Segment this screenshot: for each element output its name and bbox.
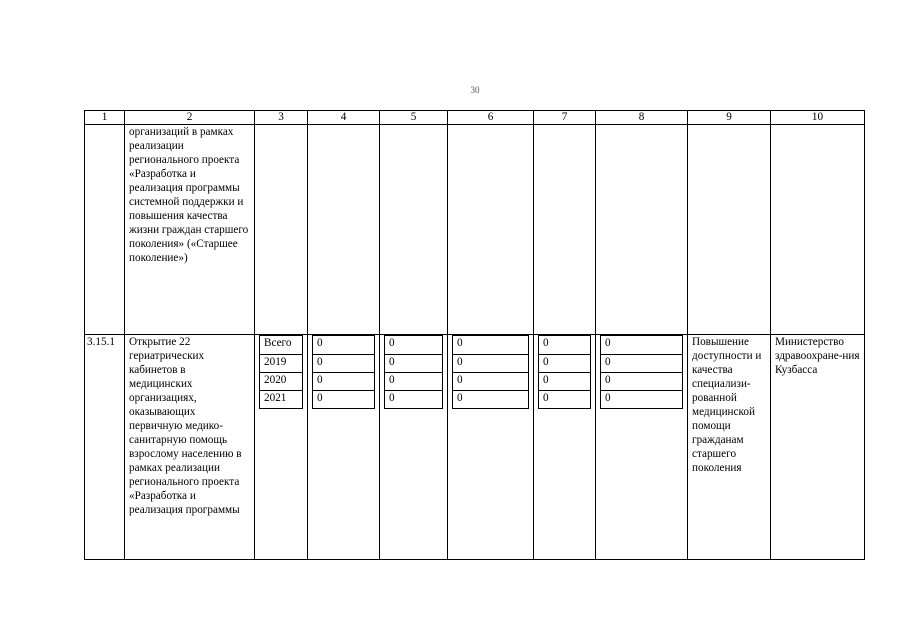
col7-values xyxy=(534,335,596,560)
value-cell: 0 xyxy=(453,336,529,355)
header-cell-7: 7 xyxy=(534,111,596,125)
page-number: 30 xyxy=(470,85,480,95)
continued-description: организаций в рамках реализации регионального проекта «Разработка и реализация программы системной поддержки и повышения качества жизни граждан старшего поколения» («Старшее поколение») xyxy=(125,125,255,335)
value-cell: 0 xyxy=(453,391,529,409)
header-cell-8: 8 xyxy=(596,111,688,125)
table-row-3-15-1 xyxy=(85,335,865,560)
value-cell: 0 xyxy=(453,355,529,373)
value-cell: 0 xyxy=(313,391,375,409)
header-row xyxy=(85,111,865,125)
table-row-continued xyxy=(85,125,865,335)
header-cell-9: 9 xyxy=(688,111,771,125)
col5-values xyxy=(380,335,448,560)
expected-result: Повышение доступности и качества специализи-рованной медицинской помощи гражданам старшего поколения xyxy=(688,335,771,560)
value-cell: 0 xyxy=(539,336,591,355)
value-cell: 0 xyxy=(601,391,683,409)
col8-values xyxy=(596,335,688,560)
row-description: Открытие 22 гериатрических кабинетов в медицинских организациях, оказывающих первичную медико-санитарную помощь взрослому населению в рамках реализации регионального проекта «Разработка и реализация программы xyxy=(125,335,255,560)
value-cell: 0 xyxy=(313,355,375,373)
value-cell: 0 xyxy=(539,391,591,409)
value-cell: 0 xyxy=(453,373,529,391)
value-cell: 0 xyxy=(601,373,683,391)
years-column xyxy=(255,335,308,560)
header-cell-10: 10 xyxy=(771,111,865,125)
value-cell: 0 xyxy=(539,373,591,391)
year-2020: 2020 xyxy=(260,373,303,391)
header-cell-3: 3 xyxy=(255,111,308,125)
header-cell-4: 4 xyxy=(308,111,380,125)
program-table xyxy=(84,110,865,560)
value-cell: 0 xyxy=(601,355,683,373)
value-cell: 0 xyxy=(385,336,443,355)
header-cell-2: 2 xyxy=(125,111,255,125)
year-total: Всего xyxy=(260,336,303,355)
header-cell-6: 6 xyxy=(448,111,534,125)
executor: Министерство здравоохране-ния Кузбасса xyxy=(771,335,865,560)
header-cell-1: 1 xyxy=(85,111,125,125)
col4-values xyxy=(308,335,380,560)
row-number: 3.15.1 xyxy=(85,335,125,560)
value-cell: 0 xyxy=(539,355,591,373)
value-cell: 0 xyxy=(313,373,375,391)
col6-values xyxy=(448,335,534,560)
value-cell: 0 xyxy=(385,391,443,409)
value-cell: 0 xyxy=(385,355,443,373)
value-cell: 0 xyxy=(313,336,375,355)
year-2019: 2019 xyxy=(260,355,303,373)
value-cell: 0 xyxy=(601,336,683,355)
year-2021: 2021 xyxy=(260,391,303,409)
header-cell-5: 5 xyxy=(380,111,448,125)
value-cell: 0 xyxy=(385,373,443,391)
